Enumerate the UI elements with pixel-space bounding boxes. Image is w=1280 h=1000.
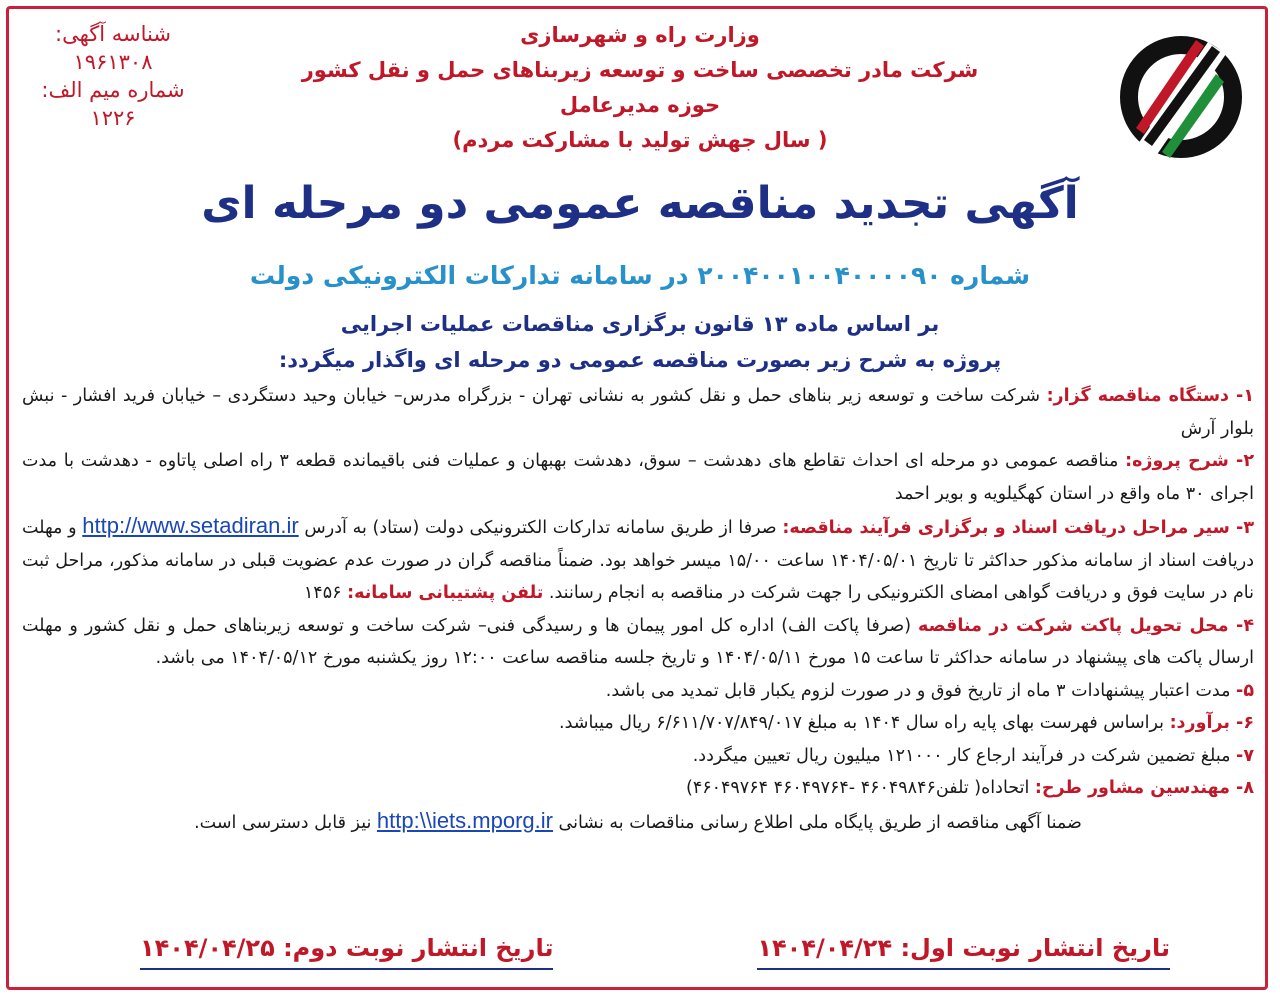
item-6 (22, 707, 1254, 740)
mim-number: ۱۲۲۶ (90, 106, 136, 130)
setadiran-link[interactable]: http://www.setadiran.ir (82, 513, 299, 538)
footer-text-b: نیز قابل دسترسی است. (194, 812, 377, 833)
item-4-label: ۴- محل تحویل پاکت شرکت در مناقصه (918, 615, 1254, 636)
item-6-label: ۶- برآورد: (1169, 713, 1254, 733)
item-1 (22, 380, 1254, 445)
ad-id-block (28, 20, 198, 132)
item-8-label: ۸- مهندسین مشاور طرح: (1034, 778, 1254, 798)
company-name: شرکت مادر تخصصی ساخت و توسعه زیربناهای حمل و نقل کشور (301, 58, 979, 82)
item-3-text-a: صرفا از طریق سامانه تدارکات الکترونیکی دولت (ستاد) به آدرس (298, 518, 783, 538)
item-1-label: ۱- دستگاه مناقصه گزار: (1046, 386, 1254, 406)
item-5 (22, 675, 1254, 708)
intro-text (200, 306, 1080, 378)
item-7-label: ۷- (1236, 745, 1254, 766)
page-title: آگهی تجدید مناقصه عمومی دو مرحله ای (201, 178, 1079, 229)
item-6-text: براساس فهرست بهای پایه راه سال ۱۴۰۴ به مبلغ ۶/۶۱۱/۷۰۷/۸۴۹/۰۱۷ ریال میباشد. (559, 713, 1170, 733)
footer-text-a: ضمنا آگهی مناقصه از طریق پایگاه ملی اطلاع رسانی مناقصات به نشانی (552, 812, 1082, 833)
company-logo (1116, 32, 1246, 162)
tender-body (22, 380, 1254, 839)
item-8 (22, 772, 1254, 805)
item-7-text: مبلغ تضمین شرکت در فرآیند ارجاع کار ۱۲۱۰۰۰ میلیون ریال تعیین میگردد. (692, 745, 1237, 766)
organization-header (260, 18, 1020, 158)
item-4-text: (صرفا پاکت الف) اداره کل امور پیمان ها و رسیدگی فنی– شرکت ساخت و توسعه زیربناهای حمل و نقل کشور و مهلت ارسال پاکت های پیشنهاد در سامانه حداکثر تا ساعت ۱۵ مورخ ۱۴۰۴/۰۵/۱۱ و تاریخ جلسه مناقصه ساعت ۱۲:۰۰ روز یکشنبه مورخ ۱۴۰۴/۰۵/۱۲ می باشد. (22, 615, 1254, 668)
department-name: حوزه مدیرعامل (559, 93, 721, 117)
item-1-text: شرکت ساخت و توسعه زیر بناهای حمل و نقل کشور به نشانی تهران - بزرگراه مدرس– خیابان وحید دستگردی – خیابان فرید افشار - نبش بلوار آرش (22, 386, 1254, 439)
item-2 (22, 445, 1254, 510)
item-3-label: ۳- سیر مراحل دریافت اسناد و برگزاری فرآیند مناقصه: (782, 518, 1254, 538)
tender-number: شماره ۲۰۰۴۰۰۱۰۰۴۰۰۰۰۹۰ در سامانه تدارکات الکترونیکی دولت (249, 261, 1031, 290)
item-2-text: مناقصه عمومی دو مرحله ای احداث تقاطع های دهدشت – سوق، دهدشت بهبهان و عملیات فنی باقیمانده قطعه ۳ راه اصلی پاتاوه - دهدشت با مدت اجرای ۳۰ ماه واقع در استان کهگیلویه و بویر احمد (22, 451, 1254, 504)
support-phone-label: تلفن پشتیبانی سامانه: (347, 583, 544, 603)
footer-note (22, 805, 1254, 840)
item-8-text: اتحاداه( تلفن۴۶۰۴۹۸۴۶ -۴۶۰۴۹۷۶۴ ۴۶۰۴۹۷۶۴) (685, 778, 1035, 798)
mim-label: شماره میم الف: (41, 78, 185, 102)
intro-line-1: بر اساس ماده ۱۳ قانون برگزاری مناقصات عملیات اجرایی (340, 312, 940, 336)
intro-line-2: پروژه به شرح زیر بصورت مناقصه عمومی دو مرحله ای واگذار میگردد: (278, 348, 1002, 372)
ad-id-number: ۱۹۶۱۳۰۸ (73, 50, 153, 74)
item-2-label: ۲- شرح پروژه: (1125, 451, 1254, 471)
item-5-label: ۵- (1236, 680, 1254, 701)
ad-id-label: شناسه آگهی: (55, 22, 171, 46)
item-5-text: مدت اعتبار پیشنهادات ۳ ماه از تاریخ فوق و در صورت لزوم یکبار قابل تمدید می باشد. (605, 680, 1237, 701)
iets-link[interactable]: http:\\iets.mporg.ir (376, 807, 553, 833)
year-slogan: ( سال جهش تولید با مشارکت مردم) (452, 128, 828, 152)
ministry-name: وزارت راه و شهرسازی (520, 23, 760, 47)
item-4 (22, 610, 1254, 675)
item-7 (22, 740, 1254, 773)
support-phone: ۱۴۵۶ (303, 583, 348, 603)
first-publication-date: تاریخ انتشار نوبت اول: ۱۴۰۴/۰۴/۲۴ (757, 928, 1170, 970)
second-publication-date: تاریخ انتشار نوبت دوم: ۱۴۰۴/۰۴/۲۵ (140, 928, 553, 970)
item-3-text-b: و مهلت دریافت اسناد از سامانه مذکور حداکثر تا تاریخ ۱۴۰۴/۰۵/۰۱ ساعت ۱۵/۰۰ میسر خواهد بود. ضمناً مناقصه گران در صورت عدم عضویت قبلی در سامانه مذکور، مراحل ثبت نام در سایت فوق و دریافت گواهی امضای الکترونیکی را جهت شرکت در مناقصه به انجام رسانند. (22, 518, 1254, 603)
item-3 (22, 510, 1254, 610)
